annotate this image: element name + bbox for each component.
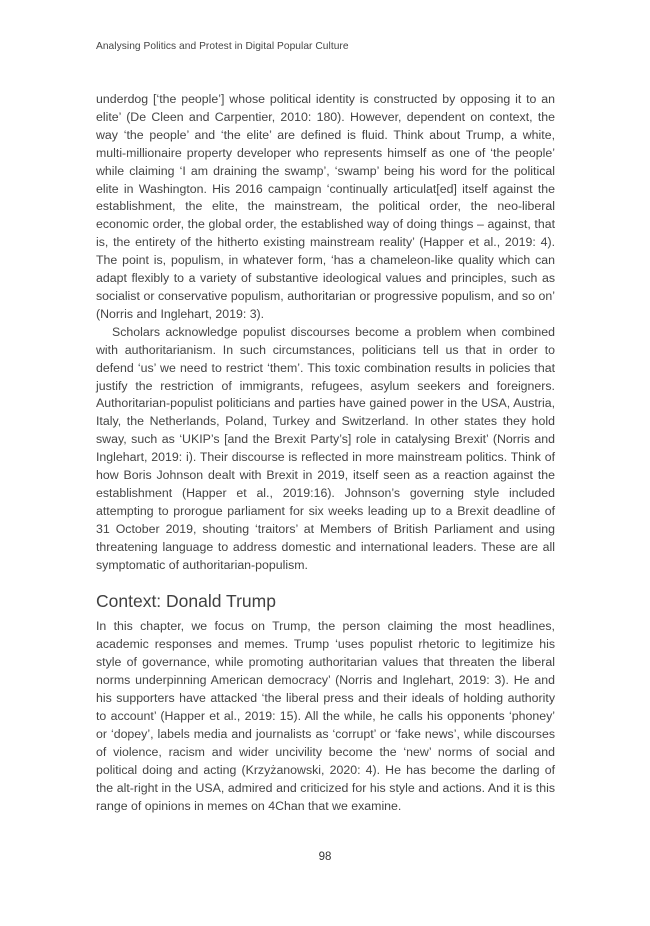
paragraph-3: In this chapter, we focus on Trump, the person claiming the most headlines, academic responses and memes. Trump ‘uses populist rhetoric to legitimize his style of governance, while promoting authoritarian values that threaten the liberal norms underpinning American democracy’ (Norris and Inglehart, 2019: 3). He and his supporters have attacked ‘the liberal press and their ideals of holding authority to account’ (Happer et al., 2019: 15). All the while, he calls his opponents ‘phoney’ or ‘dopey’, labels media and journalists as ‘corrupt’ or ‘fake news’, while discourses of violence, racism and wider uncivility become the ‘new’ norms of social and political doing and acting (Krzyżanowski, 2020: 4). He has become the darling of the alt-right in the USA, admired and criticized for his style and actions. And it is this range of opinions in memes on 4Chan that we examine. bbox=[96, 619, 555, 813]
section-heading: Context: Donald Trump bbox=[96, 591, 276, 612]
body-text bbox=[96, 91, 555, 815]
running-header: Analysing Politics and Protest in Digital Popular Culture bbox=[96, 41, 349, 52]
page-number: 98 bbox=[318, 851, 332, 863]
paragraph-2: Scholars acknowledge populist discourses become a problem when combined with authoritarianism. In such circumstances, politicians tell us that in order to defend ‘us’ we need to restrict ‘them’. This toxic combination results in policies that justify the restriction of immigrants, refugees, asylum seekers and foreigners. Authoritarian-populist politicians and parties have gained power in the USA, Austria, Italy, the Netherlands, Poland, Turkey and Switzerland. In other states they hold sway, such as ‘UKIP’s [and the Brexit Party’s] role in catalysing Brexit’ (Norris and Inglehart, 2019: i). Their discourse is reflected in more mainstream politics. Think of how Boris Johnson dealt with Brexit in 2019, itself seen as a reaction against the establishment (Happer et al., 2019:16). Johnson’s governing style included attempting to prorogue parliament for six weeks leading up to a Brexit deadline of 31 October 2019, shouting ‘traitors’ at Members of British Parliament and using threatening language to address domestic and international leaders. These are all symptomatic of authoritarian-populism. bbox=[96, 324, 555, 572]
paragraph-1: underdog [‘the people’] whose political identity is constructed by opposing it to an elite’ (De Cleen and Carpentier, 2010: 180). However, dependent on context, the way ‘the people’ and ‘the elite’ are defined is fluid. Think about Trump, a white, multi-millionaire property developer who represents himself as one of ‘the people’ while claiming ‘I am draining the swamp’, ‘swamp’ being his word for the political elite in Washington. His 2016 campaign ‘continually articulat[ed] itself against the establishment, the elite, the mainstream, the political order, the neo-liberal economic order, the global order, the established way of doing things – against, that is, the entirety of the hitherto existing mainstream reality’ (Happer et al., 2019: 4). The point is, populism, in whatever form, ‘has a chameleon-like quality which can adapt flexibly to a variety of substantive ideological values and principles, such as socialist or conservative populism, authoritarian or progressive populism, and so on’ (Norris and Inglehart, 2019: 3). bbox=[96, 92, 555, 321]
